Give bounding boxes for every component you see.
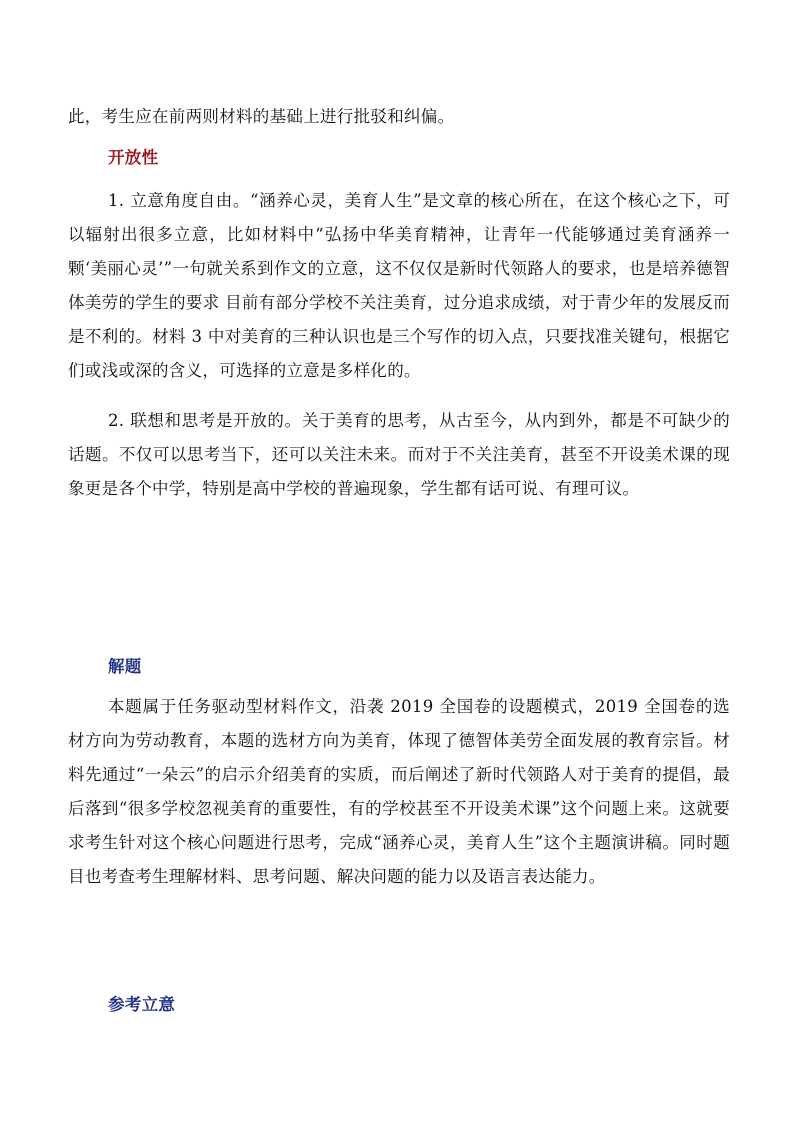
reference-heading: 参考立意: [108, 995, 176, 1014]
openness-paragraph-1: 1. 立意角度自由。“涵养心灵，美育人生”是文章的核心所在，在这个核心之下，可以辐射出很多立意，比如材料中“弘扬中华美育精神，让青年一代能够通过美育涵养一颗‘美丽心灵’”一句就关系到作文的立意，这不仅仅是新时代领路人的要求，也是培养德智体美劳的学生的要求 目前有部分学校不关注美育，过分追求成绩，对于青少年的发展反而是不利的。材料 3 中对美育的三种认识也是三个写作的切入点，只要找准关键句，根据它们或浅或深的含义，可选择的立意是多样化的。: [68, 191, 730, 380]
continuation-paragraph: 此，考生应在前两则材料的基础上进行批驳和纠偏。: [68, 107, 455, 126]
analysis-paragraph-1: 本题属于任务驱动型材料作文，沿袭 2019 全国卷的设题模式，2019 全国卷的选材方向为劳动教育，本题的选材方向为美育，体现了德智体美劳全面发展的教育宗旨。材料先通过“一朵云”的启示介绍美育的实质，而后阐述了新时代领路人对于美育的提倡，最后落到“很多学校忽视美育的重要性，有的学校甚至不开设美术课”这个问题上来。这就要求考生针对这个核心问题进行思考，完成“涵养心灵，美育人生”这个主题演讲稿。同时题目也考查考生理解材料、思考问题、解决问题的能力以及语言表达能力。: [68, 697, 730, 886]
analysis-body: [68, 690, 730, 894]
analysis-heading: 解题: [108, 657, 142, 676]
continuation-block: [68, 100, 730, 134]
openness-body: [68, 184, 730, 506]
openness-heading: 开放性: [108, 148, 159, 167]
openness-paragraph-2: 2. 联想和思考是开放的。关于美育的思考，从古至今，从内到外，都是不可缺少的话题。不仅可以思考当下，还可以关注未来。而对于不关注美育，甚至不开设美术课的现象更是各个中学，特别是高中学校的普遍现象，学生都有话可说、有理可议。: [68, 411, 730, 498]
